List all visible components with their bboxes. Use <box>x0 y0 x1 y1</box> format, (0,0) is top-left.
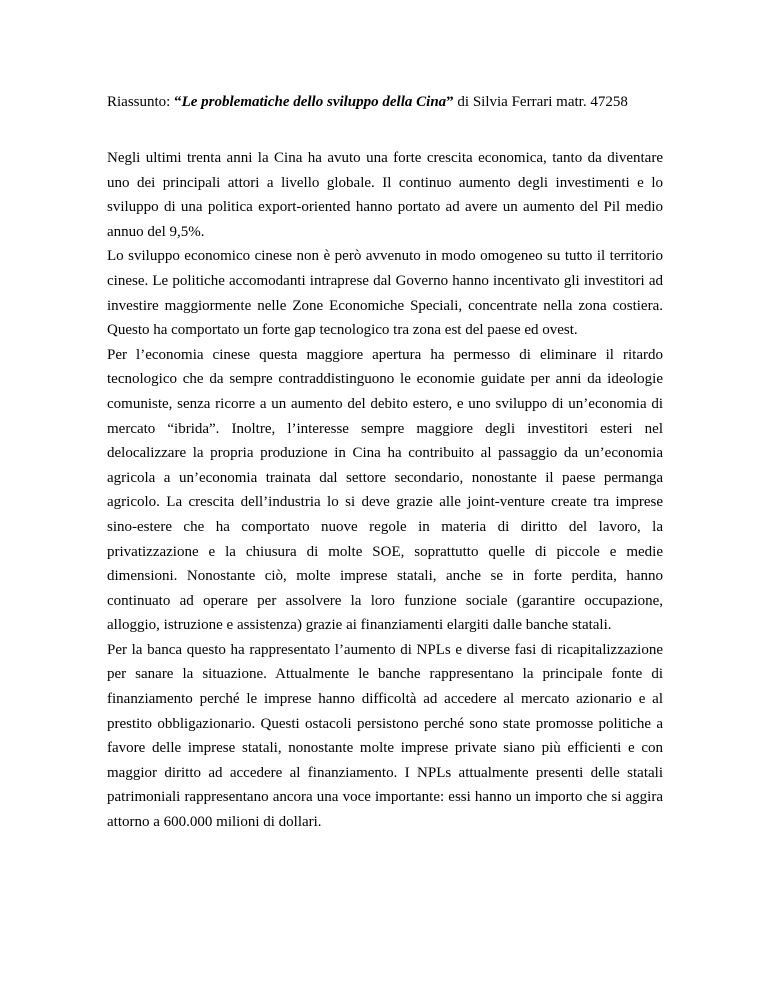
title-suffix: di Silvia Ferrari matr. 47258 <box>453 94 628 110</box>
paragraph: Negli ultimi trenta anni la Cina ha avuto una forte crescita economica, tanto da diventare uno dei principali attori a livello globale. Il continuo aumento degli investimenti e lo sviluppo di una politica export-oriented hanno portato ad avere un aumento del Pil medio annuo del 9,5%. <box>107 150 663 240</box>
paragraph: Per l’economia cinese questa maggiore apertura ha permesso di eliminare il ritardo tecnologico che da sempre contraddistinguono le economie guidate per anni da ideologie comuniste, senza ricorre a un aumento del debito estero, e uno sviluppo di un’economia di mercato “ibrida”. Inoltre, l’interesse sempre maggiore degli investitori esteri nel delocalizzare la propria produzione in Cina ha contribuito al passaggio da un’economia agricola a un’economia trainata dal settore secondario, nonostante il paese permanga agricolo. La crescita dell’industria lo si deve grazie alle joint-venture create tra imprese sino-estere che ha comportato nuove regole in materia di diritto del lavoro, la privatizzazione e la chiusura di molte SOE, soprattutto quelle di piccole e medie dimensioni. Nonostante ciò, molte imprese statali, anche se in forte perdita, hanno continuato ad operare per assolvere la loro funzione sociale (garantire occupazione, alloggio, istruzione e assistenza) grazie ai finanziamenti elargiti dalle banche statali. <box>107 346 663 634</box>
paragraph: Lo sviluppo economico cinese non è però avvenuto in modo omogeneo su tutto il territorio cinese. Le politiche accomodanti intraprese dal Governo hanno incentivato gli investitori ad investire maggiormente nelle Zone Economiche Speciali, concentrate nella zona costiera. Questo ha comportato un forte gap tecnologico tra zona est del paese ed ovest. <box>107 248 663 339</box>
title-close-quote: ” <box>446 94 454 110</box>
title-open-quote: “ <box>174 94 182 110</box>
document-body <box>107 146 663 835</box>
title-italic: Le problematiche dello sviluppo della Cina <box>181 94 447 110</box>
document-page <box>107 92 663 835</box>
title-prefix: Riassunto: <box>107 94 175 110</box>
document-title <box>107 92 663 112</box>
paragraph: Per la banca questo ha rappresentato l’aumento di NPLs e diverse fasi di ricapitalizzazione per sanare la situazione. Attualmente le banche rappresentano la principale fonte di finanziamento perché le imprese hanno difficoltà ad accedere al mercato azionario e al prestito obbligazionario. Questi ostacoli persistono perché sono state promosse politiche a favore delle imprese statali, nonostante molte imprese private siano più efficienti e con maggior diritto ad accedere al finanziamento. I NPLs attualmente presenti delle statali patrimoniali rappresentano ancora una voce importante: essi hanno un importo che si aggira attorno a 600.000 milioni di dollari. <box>107 641 663 831</box>
